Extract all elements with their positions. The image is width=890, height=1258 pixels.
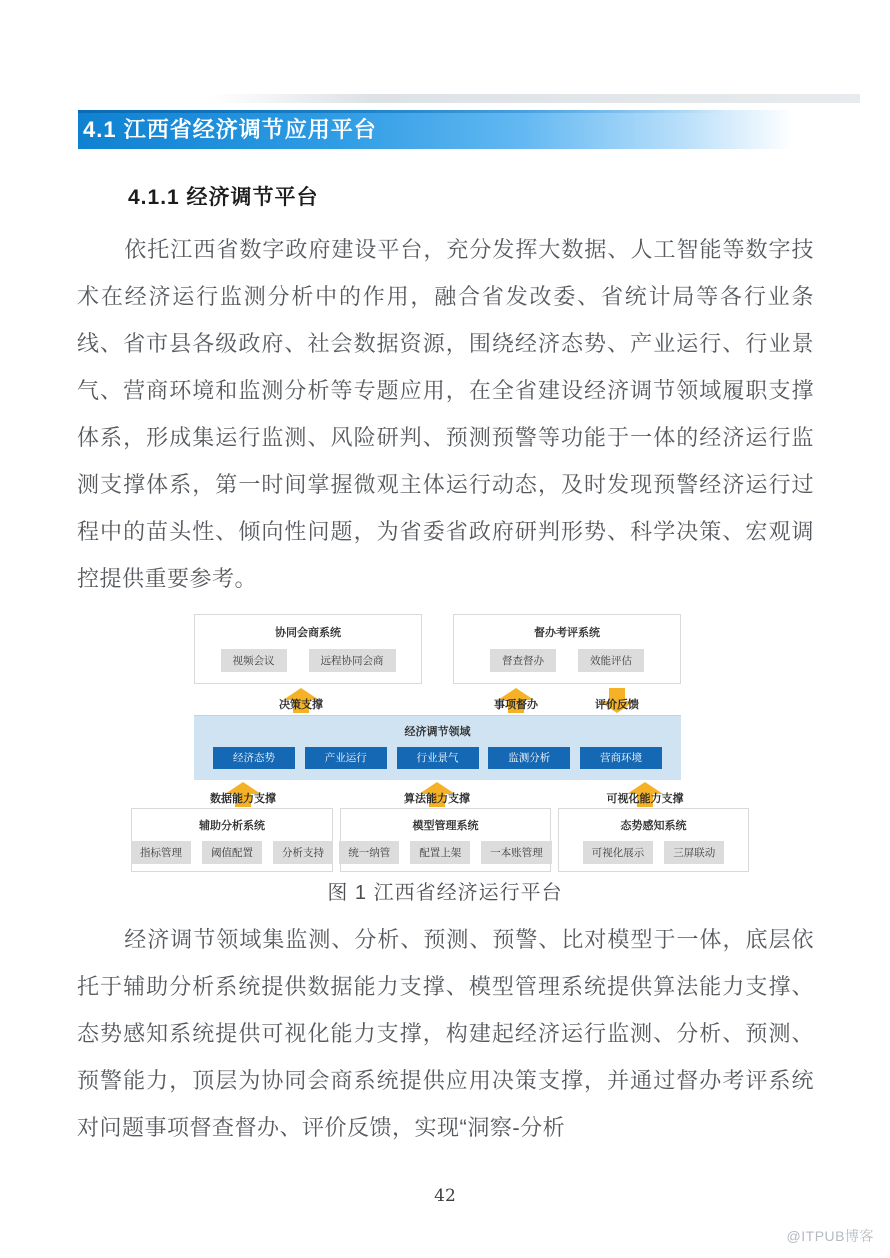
section-heading-bar [78, 110, 816, 149]
figure-box-title: 协同会商系统 [275, 627, 341, 639]
arrow-up-icon [210, 782, 276, 807]
figure-button: 远程协同会商 [309, 649, 396, 672]
figure-button: 阈值配置 [202, 841, 262, 864]
architecture-figure [131, 612, 749, 872]
arrow-label: 数据能力支撑 [210, 793, 276, 805]
body-paragraph-2: 经济调节领域集监测、分析、预测、预警、比对模型于一体，底层依托于辅助分析系统提供数据能力支撑、模型管理系统提供算法能力支撑、态势感知系统提供可视化能力支撑，构建起经济运行监测、分析、预测、预警能力，顶层为协同会商系统提供应用决策支撑，并通过督办考评系统对问题事项督查督办、评价反馈，实现“洞察-分析 [77, 927, 814, 1140]
figure-module-button: 经济态势 [213, 747, 295, 769]
figure-module-button: 行业景气 [397, 747, 479, 769]
page-number: 42 [434, 1186, 456, 1206]
figure-box-title: 态势感知系统 [620, 820, 687, 832]
watermark: @ITPUB博客 [786, 1228, 874, 1244]
figure-box-title: 辅助分析系统 [199, 820, 265, 832]
section-heading: 4.1 江西省经济调节应用平台 [83, 117, 377, 142]
figure-caption: 图 1 江西省经济运行平台 [327, 882, 563, 904]
figure-button: 督查督办 [490, 649, 556, 672]
arrow-up-icon [494, 688, 538, 713]
subsection-heading: 4.1.1 经济调节平台 [128, 186, 319, 209]
figure-button: 指标管理 [131, 841, 191, 864]
figure-button: 分析支持 [273, 841, 333, 864]
arrow-up-icon [279, 688, 323, 713]
arrow-up-icon [606, 782, 684, 807]
figure-module-button: 监测分析 [488, 747, 570, 769]
figure-button: 三屏联动 [664, 841, 724, 864]
arrow-up-icon [404, 782, 470, 807]
arrow-label: 算法能力支撑 [404, 793, 470, 805]
figure-box-model-system [340, 808, 551, 872]
figure-box-situation-system [558, 808, 749, 872]
figure-button: 视频会议 [221, 649, 287, 672]
figure-box-title: 督办考评系统 [534, 627, 600, 639]
figure-module-button: 产业运行 [305, 747, 387, 769]
arrow-label: 决策支撑 [279, 699, 323, 711]
figure-box-title: 模型管理系统 [412, 820, 479, 832]
figure-band-title: 经济调节领域 [404, 726, 471, 738]
arrow-label: 评价反馈 [595, 699, 639, 711]
header-shadow-strip [208, 94, 860, 103]
figure-button: 配置上架 [410, 841, 470, 864]
figure-box-supervision-system [453, 614, 681, 684]
figure-button: 一本账管理 [481, 841, 552, 864]
figure-button: 可视化展示 [583, 841, 654, 864]
figure-box-collaboration-system [194, 614, 422, 684]
arrow-label: 可视化能力支撑 [606, 793, 684, 805]
body-paragraph-1: 依托江西省数字政府建设平台，充分发挥大数据、人工智能等数字技术在经济运行监测分析中的作用，融合省发改委、省统计局等各行业条线、省市县各级政府、社会数据资源，围绕经济态势、产业运行、行业景气、营商环境和监测分析等专题应用，在全省建设经济调节领域履职支撑体系，形成集运行监测、风险研判、预测预警等功能于一体的经济运行监测支撑体系，第一时间掌握微观主体运行动态，及时发现预警经济运行过程中的苗头性、倾向性问题，为省委省政府研判形势、科学决策、宏观调控提供重要参考。 [77, 237, 814, 591]
figure-domain-band [194, 715, 681, 780]
arrow-down-icon [595, 688, 639, 713]
figure-module-button: 营商环境 [580, 747, 662, 769]
figure-button: 效能评估 [578, 649, 644, 672]
arrow-label: 事项督办 [494, 699, 538, 711]
figure-box-analysis-system [131, 808, 333, 872]
figure-button: 统一纳管 [339, 841, 399, 864]
